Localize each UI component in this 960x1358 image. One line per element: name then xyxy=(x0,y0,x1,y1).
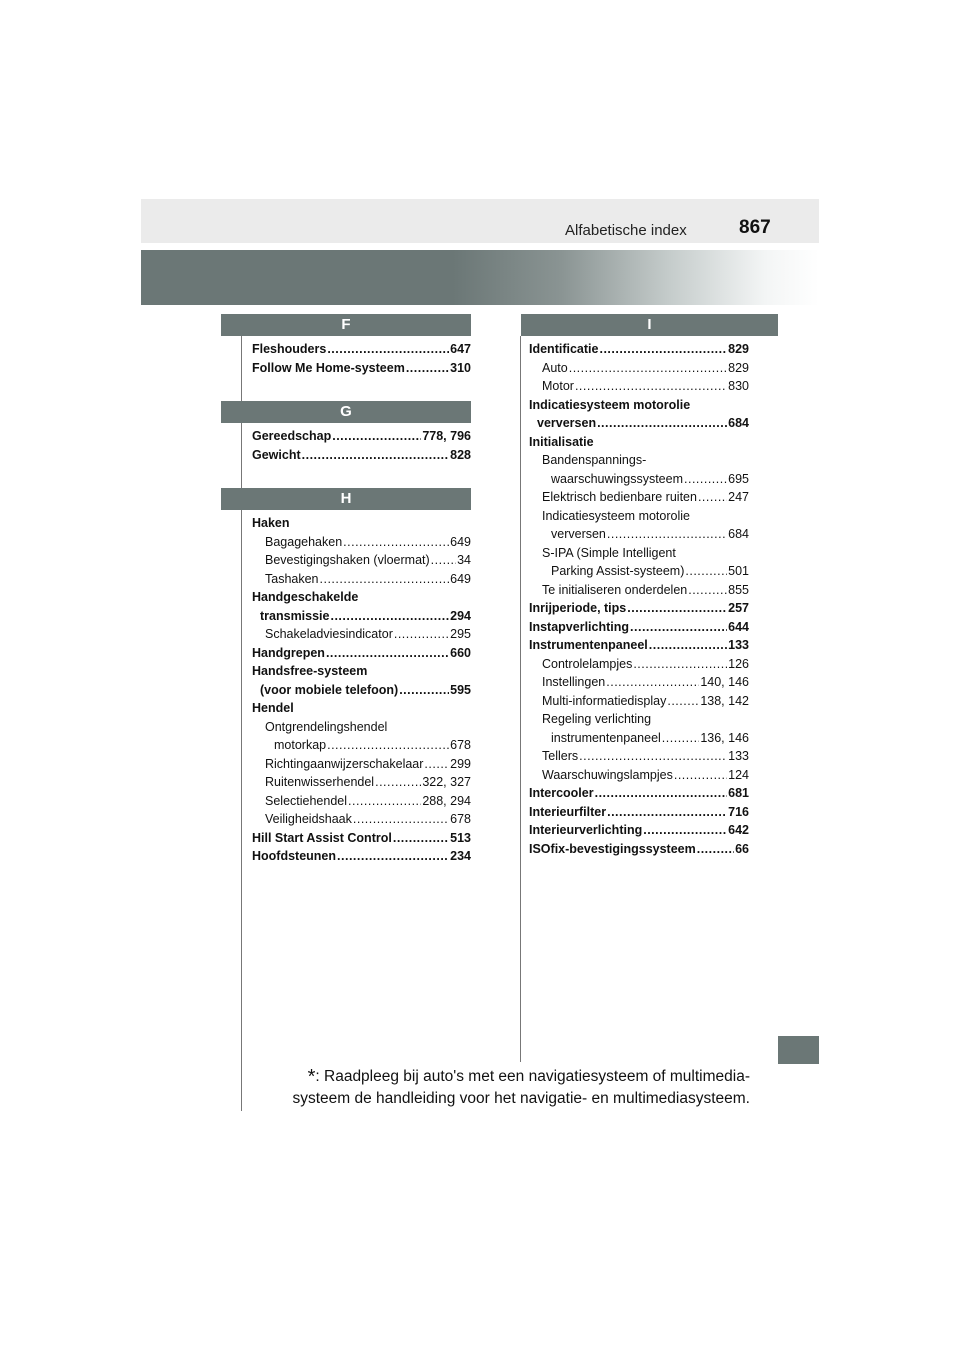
dot-leader xyxy=(343,533,449,552)
index-entry-page: 678 xyxy=(450,812,471,826)
index-entry-page: 644 xyxy=(728,619,749,634)
index-entry[interactable] xyxy=(252,625,471,644)
index-entry-term: Tellers xyxy=(542,749,579,763)
index-entry-term: Instellingen xyxy=(542,675,606,689)
dot-leader xyxy=(424,755,449,774)
page-number: 867 xyxy=(739,217,771,238)
dot-leader xyxy=(674,766,727,785)
section-header-f: F xyxy=(221,314,471,336)
section-entries xyxy=(529,336,749,858)
dot-leader xyxy=(302,446,450,465)
index-entry-term: Hill Start Assist Control xyxy=(252,830,392,845)
index-entry[interactable] xyxy=(252,588,471,607)
dot-leader xyxy=(597,414,727,433)
dot-leader xyxy=(353,810,449,829)
index-entry-page: 247 xyxy=(728,490,749,504)
dot-leader xyxy=(607,803,727,822)
dot-leader xyxy=(569,359,727,378)
dot-leader xyxy=(697,840,734,859)
dot-leader xyxy=(599,340,727,359)
index-entry-term: waarschuwingssysteem xyxy=(551,471,683,486)
index-entry-page: 140, 146 xyxy=(700,675,749,689)
column-divider xyxy=(520,336,521,1062)
dot-leader xyxy=(406,359,449,378)
dot-leader xyxy=(348,792,421,811)
index-entry-page: 294 xyxy=(450,608,471,623)
index-entry[interactable] xyxy=(252,514,471,533)
section-header-g: G xyxy=(221,401,471,423)
section-entries xyxy=(241,510,471,866)
index-entry-term: verversen xyxy=(537,416,597,430)
dot-leader xyxy=(431,551,456,570)
index-entry[interactable] xyxy=(529,655,749,674)
index-entry[interactable] xyxy=(252,662,471,681)
index-column-left xyxy=(241,314,471,866)
index-entry-term: Bagagehaken xyxy=(265,534,343,549)
index-entry[interactable] xyxy=(252,681,471,700)
chapter-tab xyxy=(778,1036,819,1064)
index-entry-term: Fleshouders xyxy=(252,342,327,356)
index-entry-page: 513 xyxy=(450,830,471,845)
index-entry[interactable] xyxy=(529,377,749,396)
index-entry[interactable] xyxy=(529,525,749,544)
index-entry-page: 681 xyxy=(728,786,749,800)
dot-leader xyxy=(633,655,727,674)
index-entry-page: 288, 294 xyxy=(422,793,471,808)
index-entry-page: 829 xyxy=(728,360,749,375)
dot-leader xyxy=(330,607,449,626)
index-entry-term: Schakeladviesindicator xyxy=(265,627,393,641)
index-entry[interactable] xyxy=(529,840,749,859)
index-entry-term: Tashaken xyxy=(265,571,319,586)
index-entry-term: Handsfree-systeem xyxy=(252,664,368,678)
index-entry-term: Parking Assist-systeem) xyxy=(551,564,685,578)
index-entry-term: Gereedschap xyxy=(252,429,332,443)
index-entry-term: Elektrisch bedienbare ruiten xyxy=(542,490,697,504)
index-entry[interactable] xyxy=(252,359,471,378)
index-entry[interactable] xyxy=(529,766,749,785)
footnote-line2: systeem de handleiding voor het navigatie- en multimediasysteem. xyxy=(292,1090,750,1107)
index-entry[interactable] xyxy=(529,488,749,507)
index-entry-page: 684 xyxy=(728,416,749,430)
index-entry[interactable] xyxy=(252,718,471,737)
index-entry[interactable] xyxy=(252,829,471,848)
index-entry-term: Instrumentenpaneel xyxy=(529,638,648,652)
index-entry-page: 649 xyxy=(450,571,471,586)
index-entry-term: Bandenspannings- xyxy=(542,453,647,467)
index-entry[interactable] xyxy=(529,803,749,822)
dot-leader xyxy=(337,847,449,866)
index-entry-page: 133 xyxy=(728,638,749,652)
index-entry[interactable] xyxy=(529,507,749,526)
index-entry[interactable] xyxy=(529,340,749,359)
index-entry-term: Ruitenwisserhendel xyxy=(265,775,375,789)
index-entry-page: 126 xyxy=(728,656,749,671)
index-entry-page: 695 xyxy=(728,471,749,486)
index-entry-term: Hendel xyxy=(252,701,294,715)
dot-leader xyxy=(627,599,727,618)
section-entries xyxy=(241,336,471,377)
index-entry-page: 647 xyxy=(450,342,471,356)
index-entry-page: 322, 327 xyxy=(422,775,471,789)
dot-leader xyxy=(394,625,449,644)
index-entry-term: Selectiehendel xyxy=(265,793,348,808)
index-entry[interactable] xyxy=(252,607,471,626)
dot-leader xyxy=(326,644,449,663)
index-entry-term: ISOfix-bevestigingssysteem xyxy=(529,841,696,856)
index-entry[interactable] xyxy=(529,784,749,803)
index-entry[interactable] xyxy=(252,533,471,552)
index-entry-term: S-IPA (Simple Intelligent xyxy=(542,545,676,560)
index-entry-page: 829 xyxy=(728,342,749,356)
dot-leader xyxy=(630,618,727,637)
index-entry-term: (voor mobiele telefoon) xyxy=(260,682,399,697)
index-entry-page: 295 xyxy=(450,627,471,641)
index-entry-term: Follow Me Home-systeem xyxy=(252,360,405,375)
index-entry[interactable] xyxy=(252,773,471,792)
index-entry-term: Instapverlichting xyxy=(529,619,630,634)
index-entry[interactable] xyxy=(252,736,471,755)
index-entry-term: Regeling verlichting xyxy=(542,712,652,726)
dot-leader xyxy=(667,692,699,711)
section-entries xyxy=(241,423,471,464)
index-entry[interactable] xyxy=(252,551,471,570)
index-entry-page: 684 xyxy=(728,527,749,541)
index-entry-page: 642 xyxy=(728,823,749,837)
index-entry-term: verversen xyxy=(551,527,606,541)
dot-leader xyxy=(649,636,727,655)
index-entry[interactable] xyxy=(529,396,749,415)
index-entry[interactable] xyxy=(529,821,749,840)
index-entry-page: 66 xyxy=(735,841,749,856)
index-entry[interactable] xyxy=(529,359,749,378)
index-entry[interactable] xyxy=(529,673,749,692)
index-entry-term: Ontgrendelingshendel xyxy=(265,719,388,734)
index-column-right xyxy=(529,314,749,858)
index-entry[interactable] xyxy=(252,847,471,866)
index-entry[interactable] xyxy=(252,792,471,811)
index-entry[interactable] xyxy=(529,433,749,452)
index-entry-page: 133 xyxy=(728,749,749,763)
index-entry-term: Haken xyxy=(252,516,290,530)
index-entry-page: 501 xyxy=(728,564,749,578)
index-entry-page: 830 xyxy=(728,379,749,393)
index-entry[interactable] xyxy=(529,470,749,489)
index-entry[interactable] xyxy=(529,618,749,637)
index-entry-term: Identificatie xyxy=(529,342,599,356)
index-entry-page: 124 xyxy=(728,767,749,782)
index-entry[interactable] xyxy=(252,427,471,446)
dot-leader xyxy=(643,821,727,840)
index-entry-term: Handgrepen xyxy=(252,645,325,660)
index-entry-page: 855 xyxy=(728,582,749,597)
index-entry[interactable] xyxy=(252,755,471,774)
dot-leader xyxy=(606,673,699,692)
dot-leader xyxy=(579,747,727,766)
footnote xyxy=(258,1066,750,1110)
header-bar xyxy=(141,199,819,243)
dot-leader xyxy=(607,525,727,544)
index-entry[interactable] xyxy=(529,581,749,600)
index-entry-page: 678 xyxy=(450,738,471,752)
section-header-h: H xyxy=(221,488,471,510)
index-entry-term: Intercooler xyxy=(529,786,594,800)
footnote-asterisk: * xyxy=(307,1066,316,1088)
dot-leader xyxy=(399,681,449,700)
index-entry-term: Waarschuwingslampjes xyxy=(542,767,673,782)
dot-leader xyxy=(332,427,421,446)
index-entry-term: Interieurverlichting xyxy=(529,823,643,837)
dot-leader xyxy=(595,784,728,803)
index-entry-term: Veiligheidshaak xyxy=(265,812,352,826)
index-entry[interactable] xyxy=(529,451,749,470)
index-entry-term: Indicatiesysteem motorolie xyxy=(542,508,690,523)
index-entry-page: 716 xyxy=(728,804,749,819)
header-gradient-band xyxy=(141,250,819,305)
index-entry-page: 595 xyxy=(450,682,471,697)
dot-leader xyxy=(575,377,727,396)
index-entry-page: 136, 146 xyxy=(700,730,749,745)
index-entry[interactable] xyxy=(529,544,749,563)
index-entry[interactable] xyxy=(529,562,749,581)
section-gap xyxy=(241,464,471,488)
dot-leader xyxy=(684,470,727,489)
dot-leader xyxy=(662,729,700,748)
index-entry-term: Bevestigingshaken (vloermat) xyxy=(265,553,430,567)
index-entry-term: Gewicht xyxy=(252,447,301,462)
section-gap xyxy=(241,377,471,401)
dot-leader xyxy=(327,340,449,359)
page-header-title: Alfabetische index xyxy=(565,222,687,239)
index-entry[interactable] xyxy=(529,747,749,766)
section-header-i: I xyxy=(521,314,778,336)
index-entry[interactable] xyxy=(529,414,749,433)
index-entry-term: Controlelampjes xyxy=(542,656,633,671)
dot-leader xyxy=(327,736,449,755)
index-entry-page: 299 xyxy=(450,756,471,771)
index-entry-term: Handgeschakelde xyxy=(252,590,359,604)
index-entry[interactable] xyxy=(529,692,749,711)
index-entry-term: Auto xyxy=(542,360,568,375)
index-entry[interactable] xyxy=(529,636,749,655)
index-entry[interactable] xyxy=(252,570,471,589)
index-entry-page: 138, 142 xyxy=(700,693,749,708)
index-entry[interactable] xyxy=(252,644,471,663)
index-entry[interactable] xyxy=(529,599,749,618)
index-entry[interactable] xyxy=(252,810,471,829)
dot-leader xyxy=(320,570,450,589)
index-entry-term: Richtingaanwijzerschakelaar xyxy=(265,756,424,771)
index-entry-term: Te initialiseren onderdelen xyxy=(542,582,688,597)
footnote-line1: : Raadpleeg bij auto's met een navigatiesysteem of multimedia- xyxy=(315,1068,750,1085)
index-entry[interactable] xyxy=(252,699,471,718)
index-entry[interactable] xyxy=(252,340,471,359)
index-entry-page: 234 xyxy=(450,849,471,863)
index-entry-page: 649 xyxy=(450,534,471,549)
dot-leader xyxy=(685,562,727,581)
index-entry-term: Hoofdsteunen xyxy=(252,849,337,863)
index-entry-term: Interieurfilter xyxy=(529,804,607,819)
index-entry-term: Inrijperiode, tips xyxy=(529,601,627,615)
index-entry[interactable] xyxy=(529,710,749,729)
index-entry-page: 778, 796 xyxy=(422,429,471,443)
index-entry[interactable] xyxy=(252,446,471,465)
index-entry-term: Multi-informatiedisplay xyxy=(542,693,667,708)
dot-leader xyxy=(698,488,727,507)
index-entry-page: 660 xyxy=(450,645,471,660)
index-entry[interactable] xyxy=(529,729,749,748)
index-entry-term: Initialisatie xyxy=(529,434,594,449)
dot-leader xyxy=(688,581,727,600)
index-entry-page: 310 xyxy=(450,360,471,375)
index-entry-term: transmissie xyxy=(260,608,330,623)
dot-leader xyxy=(393,829,449,848)
index-entry-page: 257 xyxy=(728,601,749,615)
index-entry-page: 828 xyxy=(450,447,471,462)
dot-leader xyxy=(375,773,421,792)
index-entry-term: motorkap xyxy=(274,738,327,752)
index-entry-term: instrumentenpaneel xyxy=(551,730,661,745)
index-entry-term: Indicatiesysteem motorolie xyxy=(529,397,691,412)
index-entry-page: 34 xyxy=(457,553,471,567)
index-entry-term: Motor xyxy=(542,379,574,393)
